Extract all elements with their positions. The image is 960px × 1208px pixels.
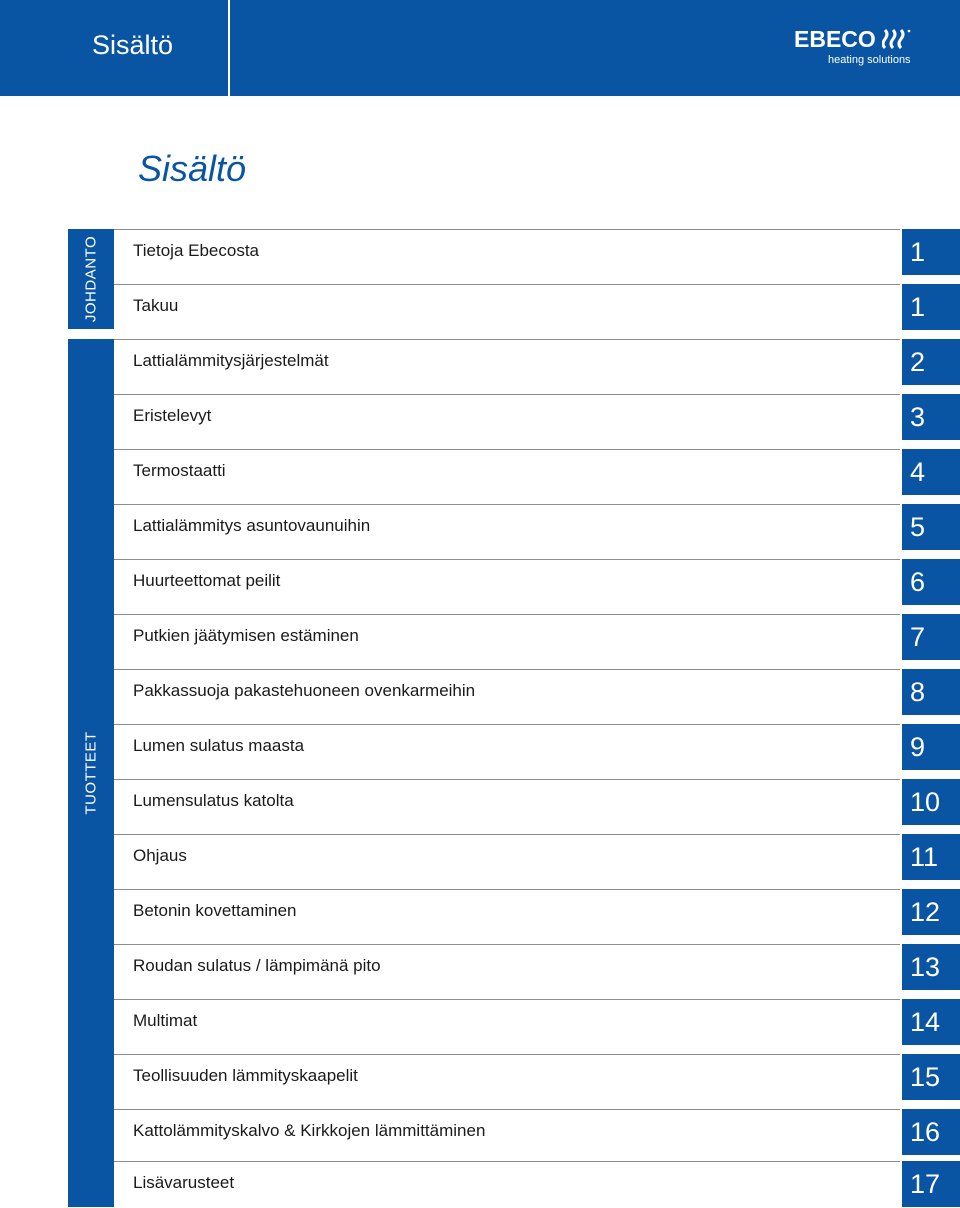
- entry-title: Tietoja Ebecosta: [133, 241, 259, 260]
- toc-entry[interactable]: [114, 669, 960, 715]
- row-divider: [114, 944, 900, 945]
- toc-entry[interactable]: [114, 1054, 960, 1100]
- row-divider: [114, 999, 900, 1000]
- toc-entry[interactable]: [114, 834, 960, 880]
- page-header: [0, 0, 960, 96]
- header-title: Sisältö: [92, 30, 174, 60]
- toc-entry[interactable]: [114, 724, 960, 770]
- row-divider: [114, 1109, 900, 1110]
- toc-entry[interactable]: [114, 559, 960, 605]
- row-divider: [114, 669, 900, 670]
- page-number: 11: [902, 834, 960, 880]
- entry-title: Eristelevyt: [133, 406, 212, 425]
- entry-title: Roudan sulatus / lämpimänä pito: [133, 956, 381, 975]
- entry-title: Lumensulatus katolta: [133, 791, 294, 810]
- page-number: 17: [902, 1161, 960, 1207]
- page-number: 9: [902, 724, 960, 770]
- page-number: 4: [902, 449, 960, 495]
- entry-title: Termostaatti: [133, 461, 226, 480]
- row-divider: [114, 229, 900, 230]
- row-divider: [114, 394, 900, 395]
- toc-entry[interactable]: [114, 614, 960, 660]
- entry-title: Ohjaus: [133, 846, 187, 865]
- page-number: 16: [902, 1109, 960, 1155]
- entry-title: Teollisuuden lämmityskaapelit: [133, 1066, 358, 1085]
- page-number: 15: [902, 1054, 960, 1100]
- toc-entry[interactable]: [114, 944, 960, 990]
- row-divider: [114, 339, 900, 340]
- section-label: TUOTTEET: [82, 731, 100, 815]
- entry-title: Multimat: [133, 1011, 198, 1030]
- page-number: 8: [902, 669, 960, 715]
- row-divider: [114, 1054, 900, 1055]
- page-number: 1: [902, 284, 960, 330]
- page-number: 14: [902, 999, 960, 1045]
- entry-title: Lumen sulatus maasta: [133, 736, 305, 755]
- entry-title: Lisävarusteet: [133, 1173, 235, 1192]
- toc-entry[interactable]: [114, 999, 960, 1045]
- toc-entry[interactable]: [114, 339, 960, 385]
- row-divider: [114, 614, 900, 615]
- page-number: 3: [902, 394, 960, 440]
- row-divider: [114, 724, 900, 725]
- row-divider: [114, 284, 900, 285]
- toc-entry[interactable]: [114, 1161, 960, 1207]
- entry-title: Kattolämmityskalvo & Kirkkojen lämmittäminen: [133, 1121, 486, 1140]
- toc-entry[interactable]: [114, 229, 960, 275]
- toc-entry[interactable]: [114, 284, 960, 330]
- entry-title: Betonin kovettaminen: [133, 901, 297, 920]
- logo-wordmark: EBECO: [794, 26, 876, 52]
- page-number: 12: [902, 889, 960, 935]
- entry-title: Lattialämmitysjärjestelmät: [133, 351, 329, 370]
- page-number: 6: [902, 559, 960, 605]
- row-divider: [114, 889, 900, 890]
- row-divider: [114, 559, 900, 560]
- toc-entry[interactable]: [114, 889, 960, 935]
- section-label: JOHDANTO: [82, 235, 100, 323]
- row-divider: [114, 449, 900, 450]
- section-tab-tuotteet: [68, 339, 114, 1207]
- header-divider: [228, 0, 230, 96]
- entry-title: Takuu: [133, 296, 179, 315]
- row-divider: [114, 504, 900, 505]
- entry-title: Pakkassuoja pakastehuoneen ovenkarmeihin: [133, 681, 476, 700]
- page-number: 13: [902, 944, 960, 990]
- page-number: 5: [902, 504, 960, 550]
- heat-waves-icon: [882, 28, 912, 50]
- page-title: Sisältö: [138, 148, 247, 189]
- logo-tagline: heating solutions: [828, 54, 911, 66]
- toc-entry[interactable]: [114, 394, 960, 440]
- entry-title: Lattialämmitys asuntovaunuihin: [133, 516, 371, 535]
- entry-title: Huurteettomat peilit: [133, 571, 281, 590]
- page-number: 7: [902, 614, 960, 660]
- page-number: 2: [902, 339, 960, 385]
- toc-entry[interactable]: [114, 504, 960, 550]
- ebeco-logo: [794, 26, 924, 70]
- page-number: 1: [902, 229, 960, 275]
- entry-title: Putkien jäätymisen estäminen: [133, 626, 359, 645]
- section-tab-johdanto: [68, 229, 114, 329]
- toc-entry[interactable]: [114, 779, 960, 825]
- row-divider: [114, 1161, 900, 1162]
- page-number: 10: [902, 779, 960, 825]
- toc-entry[interactable]: [114, 1109, 960, 1155]
- row-divider: [114, 779, 900, 780]
- row-divider: [114, 834, 900, 835]
- toc-entry[interactable]: [114, 449, 960, 495]
